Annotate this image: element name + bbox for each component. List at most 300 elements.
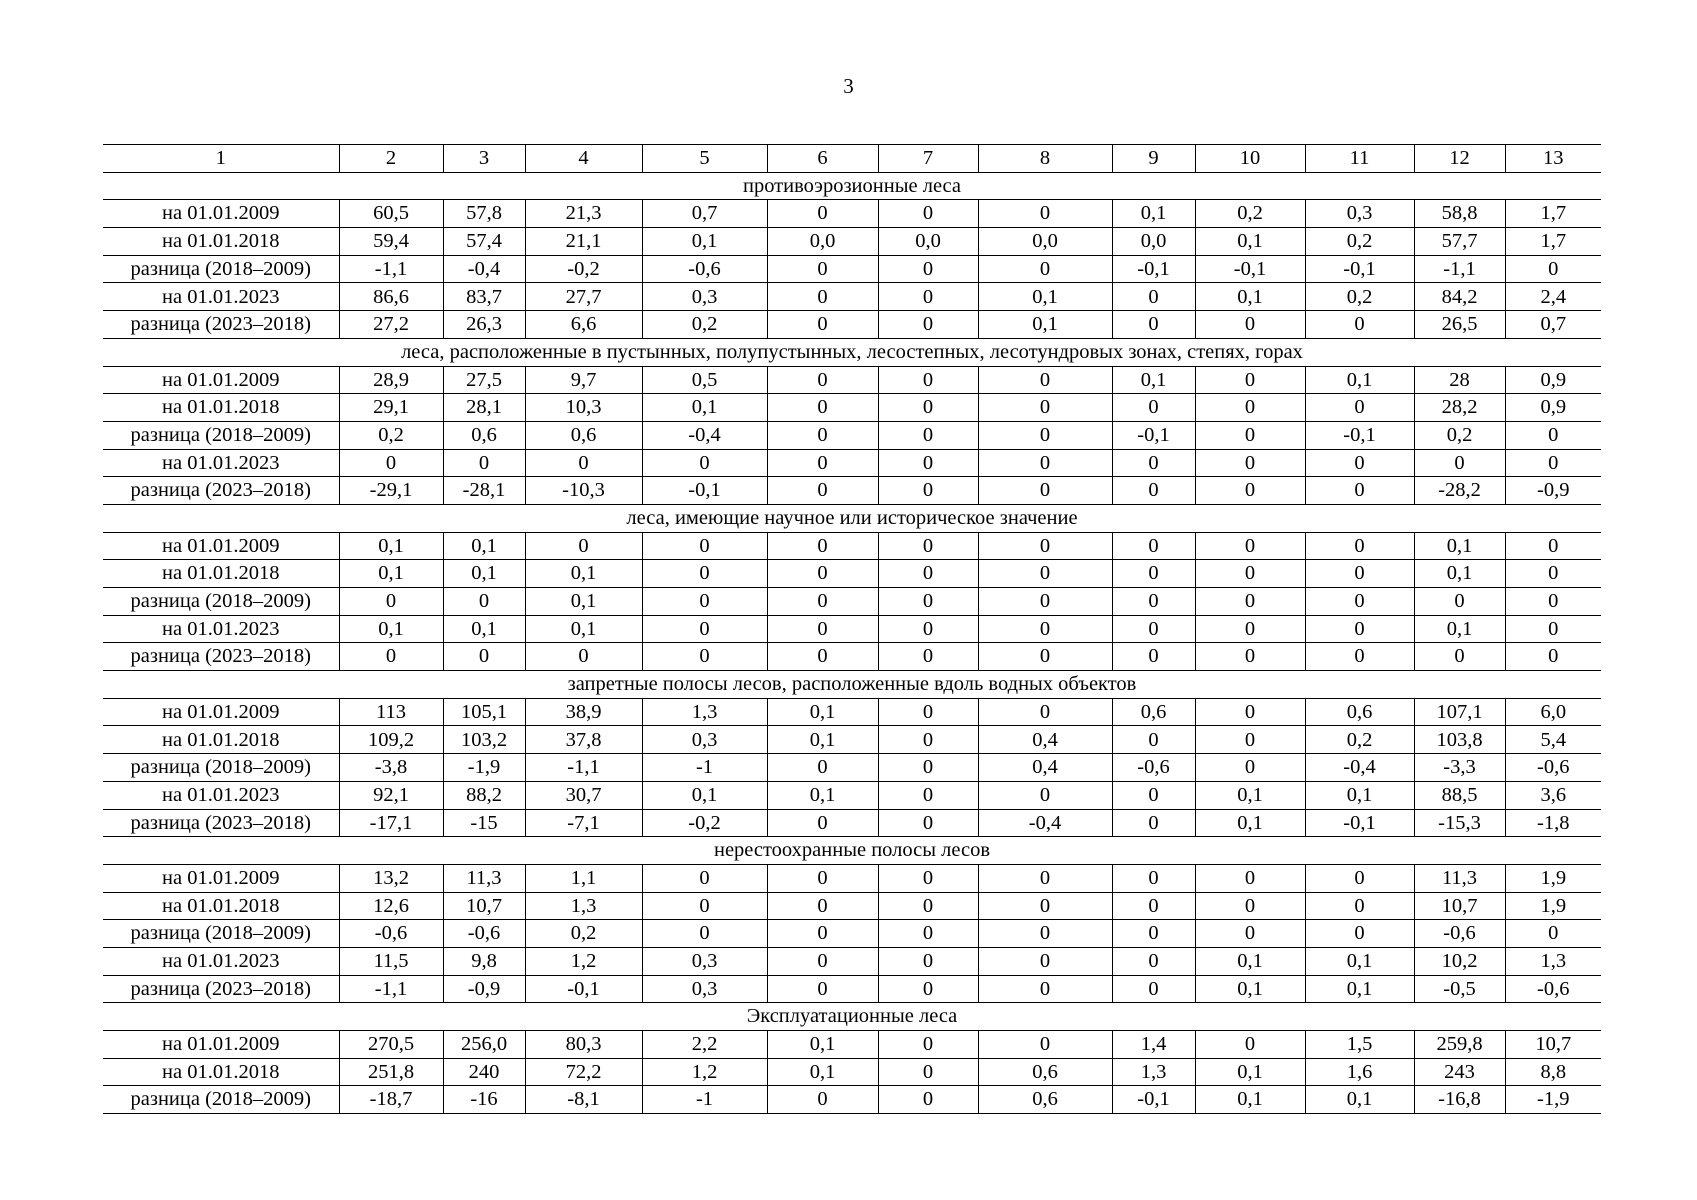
table-cell: -1,8: [1505, 809, 1601, 837]
table-cell: 28,2: [1414, 394, 1505, 422]
table-cell: -7,1: [525, 809, 642, 837]
table-cell: 0: [878, 975, 978, 1003]
table-cell: 0: [878, 421, 978, 449]
table-cell: -1,9: [1505, 1086, 1601, 1114]
table-cell: 0: [1505, 421, 1601, 449]
table-cell: 0,1: [642, 228, 767, 256]
table-cell: 0: [1112, 477, 1195, 505]
table-cell: 0: [767, 311, 878, 339]
table-cell: 9,8: [443, 947, 525, 975]
table-cell: -0,1: [1112, 1086, 1195, 1114]
table-cell: 259,8: [1414, 1031, 1505, 1059]
table-cell: 0: [443, 449, 525, 477]
table-row: [103, 366, 1601, 394]
section-title: леса, имеющие научное или историческое значение: [103, 504, 1601, 532]
table-cell: 0: [978, 560, 1112, 588]
column-number: 7: [878, 145, 978, 173]
table-cell: 1,2: [525, 947, 642, 975]
table-cell: 0: [1112, 726, 1195, 754]
table-cell: -0,4: [978, 809, 1112, 837]
row-label: на 01.01.2018: [103, 228, 339, 256]
table-cell: 0,3: [642, 947, 767, 975]
table-cell: 0: [978, 615, 1112, 643]
table-cell: 103,8: [1414, 726, 1505, 754]
table-cell: 0: [767, 947, 878, 975]
table-cell: 0,1: [1195, 1058, 1305, 1086]
table-cell: 0: [642, 892, 767, 920]
table-cell: 29,1: [339, 394, 443, 422]
table-cell: 0: [978, 532, 1112, 560]
table-cell: 0: [878, 200, 978, 228]
table-cell: 0: [767, 975, 878, 1003]
table-cell: 13,2: [339, 864, 443, 892]
table-cell: 0,1: [339, 615, 443, 643]
table-cell: 0: [878, 947, 978, 975]
table-body: [103, 145, 1601, 1114]
table-cell: -1,1: [339, 975, 443, 1003]
table-row: [103, 421, 1601, 449]
table-cell: 0: [978, 947, 1112, 975]
table-cell: 11,3: [443, 864, 525, 892]
table-cell: 0: [767, 366, 878, 394]
row-label: разница (2023–2018): [103, 643, 339, 671]
table-cell: 0,1: [978, 283, 1112, 311]
table-cell: -3,3: [1414, 754, 1505, 782]
table-row: [103, 643, 1601, 671]
row-label: на 01.01.2009: [103, 1031, 339, 1059]
table-row: [103, 781, 1601, 809]
table-cell: 0: [1505, 588, 1601, 616]
table-row: [103, 698, 1601, 726]
table-cell: 1,3: [1112, 1058, 1195, 1086]
table-cell: -0,6: [339, 920, 443, 948]
table-cell: -0,4: [443, 255, 525, 283]
table-row: [103, 1031, 1601, 1059]
table-cell: 92,1: [339, 781, 443, 809]
table-cell: -0,1: [1112, 255, 1195, 283]
row-label: на 01.01.2009: [103, 366, 339, 394]
table-cell: 0,2: [525, 920, 642, 948]
table-cell: -0,6: [443, 920, 525, 948]
table-cell: 88,5: [1414, 781, 1505, 809]
table-cell: 0: [767, 255, 878, 283]
table-cell: 240: [443, 1058, 525, 1086]
table-cell: 0,1: [1112, 366, 1195, 394]
table-cell: 0: [767, 588, 878, 616]
section-title: противоэрозионные леса: [103, 172, 1601, 200]
table-cell: 0: [1195, 421, 1305, 449]
forest-area-table: [103, 144, 1601, 1114]
table-cell: 0: [878, 560, 978, 588]
table-cell: 0: [339, 643, 443, 671]
table-row: [103, 449, 1601, 477]
column-number: 2: [339, 145, 443, 173]
table-cell: 30,7: [525, 781, 642, 809]
table-cell: 0: [878, 477, 978, 505]
table-cell: 0: [978, 588, 1112, 616]
table-cell: 0: [1305, 920, 1414, 948]
table-cell: -10,3: [525, 477, 642, 505]
table-cell: 0: [767, 283, 878, 311]
table-cell: 1,5: [1305, 1031, 1414, 1059]
table-cell: 0: [878, 588, 978, 616]
table-cell: 0: [1305, 532, 1414, 560]
table-cell: 0: [642, 449, 767, 477]
table-cell: 0: [878, 255, 978, 283]
table-cell: 0,1: [1414, 560, 1505, 588]
table-cell: 0: [1112, 311, 1195, 339]
table-cell: 0: [878, 920, 978, 948]
table-cell: 0: [443, 643, 525, 671]
table-cell: 0: [978, 643, 1112, 671]
table-cell: 0: [1112, 975, 1195, 1003]
table-row: [103, 892, 1601, 920]
table-cell: -15: [443, 809, 525, 837]
row-label: разница (2023–2018): [103, 477, 339, 505]
table-cell: 0,3: [642, 975, 767, 1003]
table-cell: 0: [1195, 449, 1305, 477]
table-cell: 0: [1505, 643, 1601, 671]
table-cell: 0,1: [1195, 781, 1305, 809]
column-number: 5: [642, 145, 767, 173]
section-title: Эксплуатационные леса: [103, 1003, 1601, 1031]
row-label: на 01.01.2018: [103, 394, 339, 422]
table-cell: -1,1: [339, 255, 443, 283]
table-cell: 1,9: [1505, 892, 1601, 920]
table-cell: 0: [1305, 615, 1414, 643]
table-cell: 3,6: [1505, 781, 1601, 809]
table-cell: 26,3: [443, 311, 525, 339]
table-cell: 0: [978, 920, 1112, 948]
table-cell: 0: [767, 892, 878, 920]
table-cell: 0: [878, 698, 978, 726]
table-cell: 0: [878, 1058, 978, 1086]
column-number: 11: [1305, 145, 1414, 173]
row-label: на 01.01.2023: [103, 449, 339, 477]
table-cell: 6,0: [1505, 698, 1601, 726]
table-cell: 0,1: [525, 560, 642, 588]
table-cell: 0: [1195, 311, 1305, 339]
table-cell: 1,3: [525, 892, 642, 920]
table-row: [103, 228, 1601, 256]
table-cell: 0: [1195, 726, 1305, 754]
table-cell: 0: [1195, 560, 1305, 588]
table-row: [103, 864, 1601, 892]
table-cell: 0,7: [1505, 311, 1601, 339]
table-cell: 0: [767, 643, 878, 671]
table-cell: 0,3: [642, 283, 767, 311]
table-cell: 0,3: [1305, 200, 1414, 228]
table-cell: -0,6: [1505, 975, 1601, 1003]
section-header-row: [103, 671, 1601, 699]
table-cell: 0,2: [339, 421, 443, 449]
table-cell: 0: [1112, 283, 1195, 311]
table-cell: -1: [642, 754, 767, 782]
table-cell: 0: [767, 394, 878, 422]
table-cell: 0: [978, 200, 1112, 228]
table-cell: 0: [1112, 892, 1195, 920]
table-cell: 0: [1195, 366, 1305, 394]
table-cell: 0: [642, 864, 767, 892]
row-label: разница (2018–2009): [103, 255, 339, 283]
table-cell: -0,1: [1305, 421, 1414, 449]
table-cell: -0,2: [642, 809, 767, 837]
table-cell: 0: [767, 809, 878, 837]
table-cell: 113: [339, 698, 443, 726]
table-cell: 0,1: [1195, 1086, 1305, 1114]
row-label: на 01.01.2023: [103, 781, 339, 809]
table-cell: 0: [642, 643, 767, 671]
table-cell: 1,1: [525, 864, 642, 892]
table-row: [103, 615, 1601, 643]
row-label: разница (2018–2009): [103, 588, 339, 616]
column-number: 13: [1505, 145, 1601, 173]
table-cell: 0,6: [978, 1058, 1112, 1086]
row-label: на 01.01.2018: [103, 726, 339, 754]
table-cell: 0: [1414, 588, 1505, 616]
table-cell: -0,6: [1505, 754, 1601, 782]
table-cell: 0: [525, 643, 642, 671]
table-cell: 1,3: [642, 698, 767, 726]
table-cell: 0,0: [878, 228, 978, 256]
table-cell: 2,2: [642, 1031, 767, 1059]
column-number-row: [103, 145, 1601, 173]
table-cell: 0: [1305, 864, 1414, 892]
table-cell: 83,7: [443, 283, 525, 311]
table-cell: 11,5: [339, 947, 443, 975]
row-label: на 01.01.2018: [103, 892, 339, 920]
table-cell: 72,2: [525, 1058, 642, 1086]
table-cell: -18,7: [339, 1086, 443, 1114]
table-cell: 0,9: [1505, 394, 1601, 422]
table-cell: 0: [878, 864, 978, 892]
table-cell: 0,1: [1414, 615, 1505, 643]
section-title: нерестоохранные полосы лесов: [103, 837, 1601, 865]
table-cell: 0: [878, 781, 978, 809]
table-row: [103, 477, 1601, 505]
table-row: [103, 1058, 1601, 1086]
table-cell: 103,2: [443, 726, 525, 754]
table-cell: 21,1: [525, 228, 642, 256]
table-cell: 0,4: [978, 726, 1112, 754]
table-cell: 0,1: [767, 726, 878, 754]
table-cell: 26,5: [1414, 311, 1505, 339]
column-number: 8: [978, 145, 1112, 173]
table-cell: 0,1: [525, 588, 642, 616]
column-number: 10: [1195, 145, 1305, 173]
table-cell: 0: [1505, 532, 1601, 560]
table-cell: 60,5: [339, 200, 443, 228]
table-cell: 0: [878, 311, 978, 339]
table-cell: 0: [978, 366, 1112, 394]
table-cell: 1,6: [1305, 1058, 1414, 1086]
row-label: разница (2018–2009): [103, 1086, 339, 1114]
table-cell: 0: [878, 754, 978, 782]
table-cell: 0: [642, 615, 767, 643]
table-cell: 0: [1305, 643, 1414, 671]
table-cell: 27,2: [339, 311, 443, 339]
table-cell: 0,1: [767, 1031, 878, 1059]
table-cell: 0: [878, 366, 978, 394]
table-row: [103, 920, 1601, 948]
table-cell: 0: [978, 781, 1112, 809]
table-row: [103, 588, 1601, 616]
row-label: на 01.01.2009: [103, 532, 339, 560]
table-cell: 0,6: [978, 1086, 1112, 1114]
table-cell: 0: [978, 255, 1112, 283]
section-header-row: [103, 837, 1601, 865]
table-cell: 0,1: [1195, 283, 1305, 311]
table-cell: 0: [1112, 532, 1195, 560]
table-cell: 57,7: [1414, 228, 1505, 256]
table-cell: 0: [978, 394, 1112, 422]
table-cell: 0: [1414, 643, 1505, 671]
section-header-row: [103, 172, 1601, 200]
table-cell: 0,1: [525, 615, 642, 643]
table-cell: -15,3: [1414, 809, 1505, 837]
row-label: разница (2018–2009): [103, 754, 339, 782]
table-cell: 0,1: [1195, 228, 1305, 256]
table-cell: 11,3: [1414, 864, 1505, 892]
table-cell: 0: [978, 892, 1112, 920]
table-cell: 5,4: [1505, 726, 1601, 754]
table-cell: -0,1: [1195, 255, 1305, 283]
table-cell: 0,2: [1305, 283, 1414, 311]
table-cell: 57,8: [443, 200, 525, 228]
table-cell: 0,1: [767, 781, 878, 809]
table-cell: 0,5: [642, 366, 767, 394]
table-cell: -0,1: [642, 477, 767, 505]
table-cell: 6,6: [525, 311, 642, 339]
table-cell: 0: [767, 1086, 878, 1114]
table-cell: -0,6: [1414, 920, 1505, 948]
table-cell: 0: [1195, 588, 1305, 616]
table-cell: -29,1: [339, 477, 443, 505]
table-cell: 57,4: [443, 228, 525, 256]
table-cell: 0,2: [642, 311, 767, 339]
table-cell: 1,4: [1112, 1031, 1195, 1059]
table-cell: 0: [1112, 588, 1195, 616]
table-cell: 28,1: [443, 394, 525, 422]
table-cell: 0: [1112, 809, 1195, 837]
table-cell: -0,4: [1305, 754, 1414, 782]
table-cell: 0: [1195, 615, 1305, 643]
table-cell: 0: [1305, 588, 1414, 616]
table-cell: 27,7: [525, 283, 642, 311]
table-cell: 0: [878, 449, 978, 477]
table-cell: 0,1: [642, 394, 767, 422]
table-row: [103, 311, 1601, 339]
table-cell: -3,8: [339, 754, 443, 782]
table-cell: 0: [642, 532, 767, 560]
table-cell: 0: [1505, 449, 1601, 477]
table-cell: 0: [1195, 477, 1305, 505]
table-cell: 0: [878, 532, 978, 560]
table-cell: 1,2: [642, 1058, 767, 1086]
column-number: 3: [443, 145, 525, 173]
table-cell: 256,0: [443, 1031, 525, 1059]
table-cell: 0: [878, 892, 978, 920]
table-cell: -0,6: [1112, 754, 1195, 782]
table-cell: -1,1: [1414, 255, 1505, 283]
table-cell: -1,1: [525, 754, 642, 782]
section-title: леса, расположенные в пустынных, полупустынных, лесостепных, лесотундровых зонах, степях, горах: [103, 338, 1601, 366]
table-cell: 0: [642, 920, 767, 948]
table-cell: 0: [1305, 477, 1414, 505]
page-number: 3: [843, 74, 854, 98]
table-cell: 0,1: [1305, 781, 1414, 809]
table-cell: 0: [878, 1086, 978, 1114]
row-label: на 01.01.2023: [103, 615, 339, 643]
table-cell: -0,1: [1305, 809, 1414, 837]
table-cell: 0: [642, 588, 767, 616]
table-cell: 0: [878, 809, 978, 837]
table-cell: 1,7: [1505, 200, 1601, 228]
table-cell: 0: [1195, 754, 1305, 782]
table-cell: 0,1: [1305, 975, 1414, 1003]
table-cell: 0,0: [1112, 228, 1195, 256]
table-cell: -0,4: [642, 421, 767, 449]
table-cell: 0,1: [1305, 947, 1414, 975]
column-number: 9: [1112, 145, 1195, 173]
table-cell: 0: [978, 864, 1112, 892]
table-cell: 0,1: [642, 781, 767, 809]
table-cell: -8,1: [525, 1086, 642, 1114]
table-cell: 0: [878, 726, 978, 754]
table-cell: 0: [1112, 449, 1195, 477]
table-cell: 0: [767, 864, 878, 892]
table-cell: 0: [1112, 394, 1195, 422]
table-cell: 0: [978, 477, 1112, 505]
table-cell: 0: [1112, 947, 1195, 975]
table-cell: 0: [767, 920, 878, 948]
table-cell: -0,5: [1414, 975, 1505, 1003]
table-cell: 0,1: [443, 532, 525, 560]
table-cell: 0: [1305, 560, 1414, 588]
table-row: [103, 947, 1601, 975]
table-cell: 0: [642, 560, 767, 588]
table-cell: 0: [1112, 864, 1195, 892]
section-title: запретные полосы лесов, расположенные вдоль водных объектов: [103, 671, 1601, 699]
table-cell: 0: [1195, 698, 1305, 726]
table-cell: 0: [525, 532, 642, 560]
table-cell: 1,7: [1505, 228, 1601, 256]
table-cell: 107,1: [1414, 698, 1505, 726]
table-cell: 0: [1195, 864, 1305, 892]
row-label: на 01.01.2009: [103, 864, 339, 892]
table-cell: 21,3: [525, 200, 642, 228]
table-cell: 0,2: [1305, 726, 1414, 754]
table-cell: -0,9: [443, 975, 525, 1003]
table-cell: 0: [767, 615, 878, 643]
table-cell: -28,2: [1414, 477, 1505, 505]
table-cell: 0: [443, 588, 525, 616]
table-cell: 0,6: [525, 421, 642, 449]
table-cell: 251,8: [339, 1058, 443, 1086]
table-cell: -1,9: [443, 754, 525, 782]
table-cell: 0: [767, 532, 878, 560]
table-cell: 59,4: [339, 228, 443, 256]
row-label: на 01.01.2009: [103, 698, 339, 726]
table-cell: 0,1: [1112, 200, 1195, 228]
table-cell: 0: [1195, 643, 1305, 671]
table-cell: 109,2: [339, 726, 443, 754]
table-cell: 10,2: [1414, 947, 1505, 975]
table-cell: 0: [1112, 781, 1195, 809]
row-label: на 01.01.2018: [103, 560, 339, 588]
table-cell: 0,1: [1195, 809, 1305, 837]
table-cell: 1,3: [1505, 947, 1601, 975]
